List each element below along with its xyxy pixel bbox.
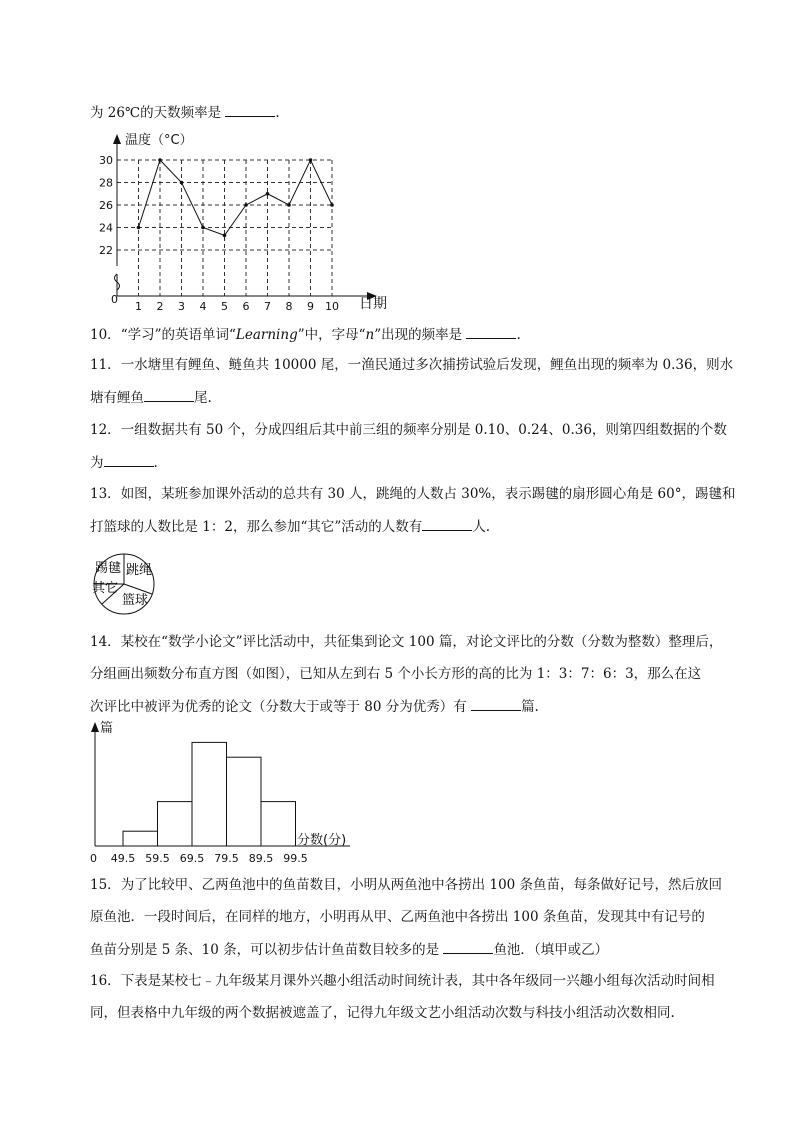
chart-bars (123, 742, 296, 846)
y-tick-label: 22 (99, 244, 113, 257)
q14-line-2 (90, 664, 701, 684)
answer-blank (422, 516, 472, 531)
q12-line-1 (90, 420, 727, 440)
origin-label: 0 (90, 852, 97, 865)
q10-line (90, 324, 521, 345)
q9-text: 为 26℃的天数频率是 (90, 105, 222, 121)
chart-tick-labels (111, 852, 308, 865)
chart-series (137, 158, 334, 237)
q12-number: 12． (90, 422, 121, 438)
q13-line-1 (90, 484, 735, 504)
q10-period: . (516, 327, 521, 343)
x-axis-title: 分数(分) (297, 833, 347, 848)
q16-text-1: 下表是某校七﹣九年级某月课外兴趣小组活动时间统计表，其中各年级同一兴趣小组每次活动时间相 (120, 973, 715, 989)
histogram-bar (192, 742, 227, 846)
q16-number: 16． (90, 973, 121, 989)
x-tick-label: 6 (242, 300, 250, 313)
x-tick-label: 49.5 (110, 852, 136, 865)
q12-text-2: 为 (90, 455, 104, 471)
answer-blank (104, 452, 154, 467)
answer-blank (466, 324, 516, 339)
data-point (201, 226, 205, 230)
answer-blank (225, 102, 275, 117)
answer-blank (144, 387, 194, 402)
histogram-bar (227, 757, 262, 846)
x-tick-label: 89.5 (248, 852, 274, 865)
pie-label-qita: 其它 (92, 581, 119, 596)
y-axis-title: 温度（°C） (125, 133, 193, 148)
q10-text-2: ”中，字母“ (297, 327, 366, 343)
q12-text-1: 一组数据共有 50 个，分成四组后其中前三组的频率分别是 0.10、0.24、0.36，则第四组数据的个数 (120, 422, 727, 438)
y-axis-arrow (91, 722, 99, 732)
pie-label-lanqiu: 篮球 (122, 593, 149, 608)
x-tick-label: 5 (221, 300, 228, 313)
x-tick-label: 9 (307, 300, 314, 313)
q10-word: Learning (235, 327, 298, 343)
score-histogram (85, 716, 360, 868)
q15-number: 15． (90, 877, 121, 893)
x-axis-title: 日期 (359, 296, 387, 312)
y-tick-label: 28 (99, 176, 113, 190)
q15-text-4: 鱼池．（填甲或乙） (493, 942, 609, 958)
q14-text-2: 分组画出频数分布直方图（如图），已知从左到右 5 个小长方形的高的比为 1：3：7：6：3，那么在这 (90, 666, 702, 682)
data-point (223, 234, 227, 238)
q11-line-1 (90, 355, 733, 375)
q15-text-2: 原鱼池．一段时间后，在同样的地方，小明再从甲、乙两鱼池中各捞出 100 条鱼苗，发现其中有记号的 (90, 909, 705, 925)
chart-axes (113, 134, 377, 300)
q15-line-1 (90, 875, 722, 895)
x-tick-label: 10 (325, 300, 339, 313)
q9-period: . (275, 105, 280, 121)
data-point (244, 203, 248, 207)
answer-blank (471, 696, 521, 711)
data-point (266, 192, 270, 196)
q15-text-1: 为了比较甲、乙两鱼池中的鱼苗数目，小明从两鱼池中各捞出 100 条鱼苗，每条做好记号，然后放回 (120, 877, 723, 893)
x-tick-label: 7 (264, 300, 271, 313)
q14-number: 14． (90, 634, 121, 650)
y-tick-label: 26 (99, 199, 113, 212)
origin-label: 0 (111, 293, 118, 306)
histogram-bar (158, 802, 193, 846)
q9-tail (90, 102, 280, 123)
histogram-bar (261, 802, 296, 846)
pie-label-tiaosheng: 跳绳 (126, 563, 153, 578)
q14-text-4: 篇. (521, 699, 539, 715)
pie-label-tijian: 踢毽 (95, 561, 122, 576)
q13-text-1: 如图，某班参加课外活动的总共有 30 人，跳绳的人数占 30%，表示踢毽的扇形圆心角是 60°，踢毽和 (120, 486, 736, 502)
temperature-line-chart (95, 126, 405, 316)
q11-text-1: 一水塘里有鲤鱼、鲢鱼共 10000 尾，一渔民通过多次捕捞试验后发现，鲤鱼出现的频率为 0.36，则水 (120, 357, 734, 373)
q14-line-1 (90, 632, 722, 652)
x-tick-label: 2 (156, 300, 164, 313)
y-tick-label: 30 (99, 154, 113, 167)
q14-text-1: 某校在“数学小论文”评比活动中，共征集到论文 100 篇，对论文评比的分数（分数为整数）整理后， (120, 634, 723, 650)
x-tick-label: 59.5 (145, 852, 170, 865)
q13-text-2: 打篮球的人数比是 1：2，那么参加“其它”活动的人数有 (90, 519, 423, 535)
q10-text-3: ”出现的频率是 (374, 327, 463, 343)
q13-text-3: 人. (472, 519, 491, 535)
x-tick-label: 3 (178, 300, 185, 313)
q12-line-2 (90, 452, 158, 473)
y-axis-title: 篇 (100, 721, 114, 736)
x-tick-label: 8 (285, 300, 293, 313)
q11-text-3: 尾. (194, 390, 212, 406)
q11-text-2: 塘有鲤鱼 (90, 390, 144, 406)
q12-text-3: . (153, 455, 158, 471)
q10-text-1: “学习”的英语单词“ (120, 327, 236, 343)
q13-line-2 (90, 516, 490, 537)
q10-letter: n (365, 327, 375, 343)
x-tick-label: 1 (135, 300, 142, 313)
q14-line-3 (90, 696, 539, 717)
histogram-bar (123, 831, 158, 846)
temperature-line (139, 160, 333, 235)
q15-text-3: 鱼苗分别是 5 条、10 条，可以初步估计鱼苗数目较多的是 (90, 942, 440, 958)
y-axis-arrow (113, 134, 121, 144)
data-point (287, 203, 291, 207)
x-tick-label: 79.5 (214, 852, 239, 865)
q15-line-3 (90, 939, 608, 960)
data-point (180, 181, 184, 185)
q10-number: 10． (90, 327, 121, 343)
q16-text-2: 同，但表格中九年级的两个数据被遮盖了，记得九年级文艺小组活动次数与科技小组活动次数相同. (90, 1005, 675, 1021)
data-point (137, 226, 141, 230)
answer-blank (443, 939, 493, 954)
data-point (309, 158, 313, 162)
q13-number: 13． (90, 486, 121, 502)
q14-text-3: 次评比中被评为优秀的论文（分数大于或等于 80 分为优秀）有 (90, 699, 467, 715)
q15-line-2 (90, 907, 705, 927)
data-point (158, 158, 162, 162)
q16-line-1 (90, 971, 715, 991)
chart-grid (117, 160, 332, 296)
q11-number: 11． (90, 357, 121, 373)
q11-line-2 (90, 387, 212, 408)
x-tick-label: 4 (199, 300, 207, 313)
data-point (330, 203, 334, 207)
x-tick-label: 99.5 (283, 852, 308, 865)
y-tick-label: 24 (99, 221, 113, 235)
x-tick-label: 69.5 (179, 852, 205, 865)
activity-pie-chart (88, 550, 164, 618)
q16-line-2 (90, 1003, 675, 1023)
